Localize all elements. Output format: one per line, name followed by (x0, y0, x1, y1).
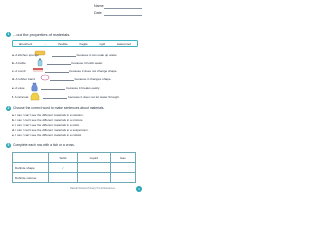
table-header-cell: Liquid (77, 153, 110, 163)
choice-line (12, 123, 79, 127)
word-bank-item: flexible (58, 41, 68, 46)
copyright-text: Natural Science Primary 5 Unit Resources ... (70, 187, 118, 190)
table-cell[interactable]: ✓ (49, 163, 78, 173)
sentence-start: A bottle (15, 61, 26, 65)
properties-table (12, 152, 136, 183)
section-title: Choose the correct word to make sentences about materials. (13, 106, 105, 110)
line-letter: e. (12, 133, 15, 137)
section-number: 2 (7, 106, 10, 110)
answer-blank[interactable] (50, 77, 74, 81)
sentence-end: because it breaks easily. (66, 86, 100, 90)
sentence-letter: c. (12, 69, 15, 73)
table-header-cell (13, 153, 49, 163)
word-bank-item: rigid (99, 41, 106, 46)
table-header-cell: Solid (49, 153, 78, 163)
line-text[interactable]: I can / can't see the different materials in a mixture. (15, 118, 84, 122)
answer-blank[interactable] (45, 69, 69, 73)
date-line[interactable] (104, 15, 142, 16)
sentence-start: A vase (15, 86, 25, 90)
line-text[interactable]: I can / can't see the different materials in a solution. (15, 113, 84, 117)
word-bank (12, 40, 138, 47)
sentence-letter: a. (12, 53, 15, 57)
name-line[interactable] (104, 8, 142, 9)
sentence-start: A comb (15, 69, 26, 73)
row-label: Definite volume (13, 173, 49, 183)
sentence-letter: d. (12, 77, 15, 81)
section-number: 3 (7, 143, 10, 147)
sentence-start: A kitchen sponge (15, 53, 39, 57)
line-text[interactable]: I can / can't see the different materials in a colloid. (15, 133, 82, 137)
word-bank-item: ... (44, 41, 47, 46)
sentence-row (12, 95, 120, 99)
answer-blank[interactable] (47, 61, 71, 65)
sentence-end: because it changes shape. (74, 77, 112, 81)
sentence-letter: b. (12, 61, 15, 65)
page-number: 3 (136, 186, 142, 192)
choice-line (12, 113, 84, 117)
table-cell[interactable] (77, 163, 110, 173)
table-cell[interactable] (110, 173, 135, 183)
word-bank-item: waterproof (116, 41, 132, 46)
line-text[interactable]: I can / can't see the different materials in a solid. (15, 123, 80, 127)
line-letter: c. (12, 123, 15, 127)
table-cell[interactable] (49, 173, 78, 183)
sentence-end: because it can soak up water. (76, 53, 118, 57)
table-cell[interactable] (77, 173, 110, 183)
sentence-end: because it does not change shape. (69, 69, 118, 73)
section-title: ...out the properties of materials. (13, 32, 71, 37)
sentence-letter: f. (12, 95, 14, 99)
word-bank-item: fragile (79, 41, 88, 46)
table-row (13, 163, 136, 173)
answer-blank[interactable] (52, 53, 76, 57)
sentence-row (12, 77, 111, 81)
sentence-row (12, 86, 100, 90)
line-letter: b. (12, 118, 15, 122)
sentence-row (12, 69, 117, 73)
choice-line (12, 133, 82, 137)
choice-line (12, 128, 89, 132)
table-header-row (13, 153, 136, 163)
sentence-row (12, 61, 103, 65)
section-number: 1 (7, 32, 10, 36)
table-cell[interactable] (110, 163, 135, 173)
sentence-start: A raincoat (14, 95, 29, 99)
sentence-letter: e. (12, 86, 15, 90)
section-title: Complete each row with a tick or a cross. (13, 143, 75, 147)
table-row (13, 173, 136, 183)
word-bank-item: absorbent (18, 41, 33, 46)
sentence-end: because it does not let water through. (68, 95, 120, 99)
sentence-end: because it holds water. (71, 61, 104, 65)
sentence-start: A rubber band (15, 77, 35, 81)
line-letter: d. (12, 128, 15, 132)
table-header-cell: Gas (110, 153, 135, 163)
date-label: Date (94, 11, 102, 15)
name-label: Name (94, 4, 104, 8)
answer-blank[interactable] (41, 86, 65, 90)
choice-line (12, 118, 83, 122)
line-text[interactable]: I can / can't see the different materials in a suspension. (15, 128, 89, 132)
sentence-row (12, 53, 117, 57)
answer-blank[interactable] (43, 95, 67, 99)
line-letter: a. (12, 113, 15, 117)
row-label: Definite shape (13, 163, 49, 173)
